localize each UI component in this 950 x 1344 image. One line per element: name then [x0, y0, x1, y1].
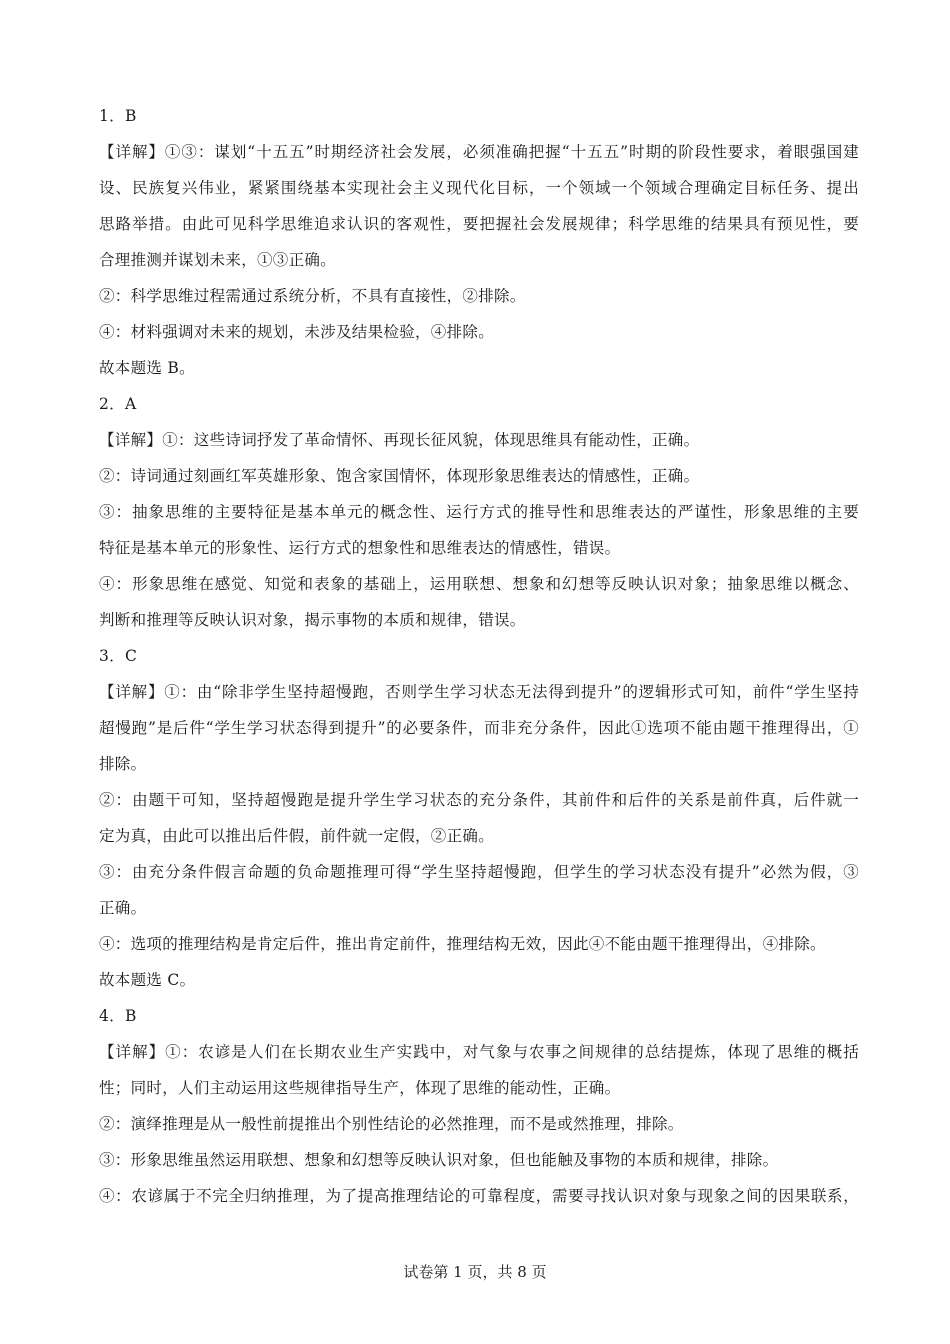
text-line: 合理推测并谋划未来，①③正确。 [99, 251, 337, 269]
text-line: 思路举措。由此可见科学思维追求认识的客观性，要把握社会发展规律；科学思维的结果具有预见性，要 [99, 215, 859, 233]
text-line: 正确。 [99, 899, 147, 917]
text-line: ④：形象思维在感觉、知觉和表象的基础上，运用联想、想象和幻想等反映认识对象；抽象思维以概念、 [99, 575, 859, 593]
text-line: ④：农谚属于不完全归纳推理，为了提高推理结论的可靠程度，需要寻找认识对象与现象之间的因果联系， [99, 1187, 859, 1205]
text-line: ③：形象思维虽然运用联想、想象和幻想等反映认识对象，但也能触及事物的本质和规律，排除。 [99, 1151, 779, 1169]
text-line: 故本题选 B。 [99, 359, 195, 377]
text-line: 【详解】①③：谋划“十五五”时期经济社会发展，必须准确把握“十五五”时期的阶段性要求，着眼强国建 [99, 143, 859, 161]
text-line: 故本题选 C。 [99, 971, 196, 989]
answer-text-block [99, 98, 859, 1214]
text-line: ③：由充分条件假言命题的负命题推理可得“学生坚持超慢跑，但学生的学习状态没有提升”必然为假，③ [99, 863, 859, 881]
text-line: ②：演绎推理是从一般性前提推出个别性结论的必然推理，而不是或然推理，排除。 [99, 1115, 684, 1133]
text-line: 【详解】①：农谚是人们在长期农业生产实践中，对气象与农事之间规律的总结提炼，体现了思维的概括 [99, 1043, 859, 1061]
text-line: ②：诗词通过刻画红军英雄形象、饱含家国情怀，体现形象思维表达的情感性，正确。 [99, 467, 700, 485]
text-line: 设、民族复兴伟业，紧紧围绕基本实现社会主义现代化目标，一个领域一个领域合理确定目标任务、提出 [99, 179, 859, 197]
text-line: 【详解】①：由“除非学生坚持超慢跑，否则学生学习状态无法得到提升”的逻辑形式可知，前件“学生坚持 [99, 683, 859, 701]
page-footer: 试卷第 1 页，共 8 页 [403, 1263, 547, 1281]
text-line: 【详解】①：这些诗词抒发了革命情怀、再现长征风貌，体现思维具有能动性，正确。 [99, 431, 700, 449]
text-line: 判断和推理等反映认识对象，揭示事物的本质和规律，错误。 [99, 611, 526, 629]
question-number: 3．C [99, 647, 138, 665]
text-line: 性；同时，人们主动运用这些规律指导生产，体现了思维的能动性，正确。 [99, 1079, 621, 1097]
question-number: 2．A [99, 395, 137, 413]
text-line: 超慢跑”是后件“学生学习状态得到提升”的必要条件，而非充分条件，因此①选项不能由题干推理得出，① [99, 719, 859, 737]
text-line: 排除。 [99, 755, 147, 773]
text-line: ④：材料强调对未来的规划，未涉及结果检验，④排除。 [99, 323, 495, 341]
question-number: 1．B [99, 107, 137, 125]
text-line: ④：选项的推理结构是肯定后件，推出肯定前件，推理结构无效，因此④不能由题干推理得出，④排除。 [99, 935, 826, 953]
text-line: 特征是基本单元的形象性、运行方式的想象性和思维表达的情感性，错误。 [99, 539, 621, 557]
text-line: ②：由题干可知，坚持超慢跑是提升学生学习状态的充分条件，其前件和后件的关系是前件真，后件就一 [99, 791, 859, 809]
question-number: 4．B [99, 1007, 137, 1025]
text-line: ③：抽象思维的主要特征是基本单元的概念性、运行方式的推导性和思维表达的严谨性，形象思维的主要 [99, 503, 859, 521]
text-line: 定为真，由此可以推出后件假，前件就一定假，②正确。 [99, 827, 495, 845]
text-line: ②：科学思维过程需通过系统分析，不具有直接性，②排除。 [99, 287, 526, 305]
